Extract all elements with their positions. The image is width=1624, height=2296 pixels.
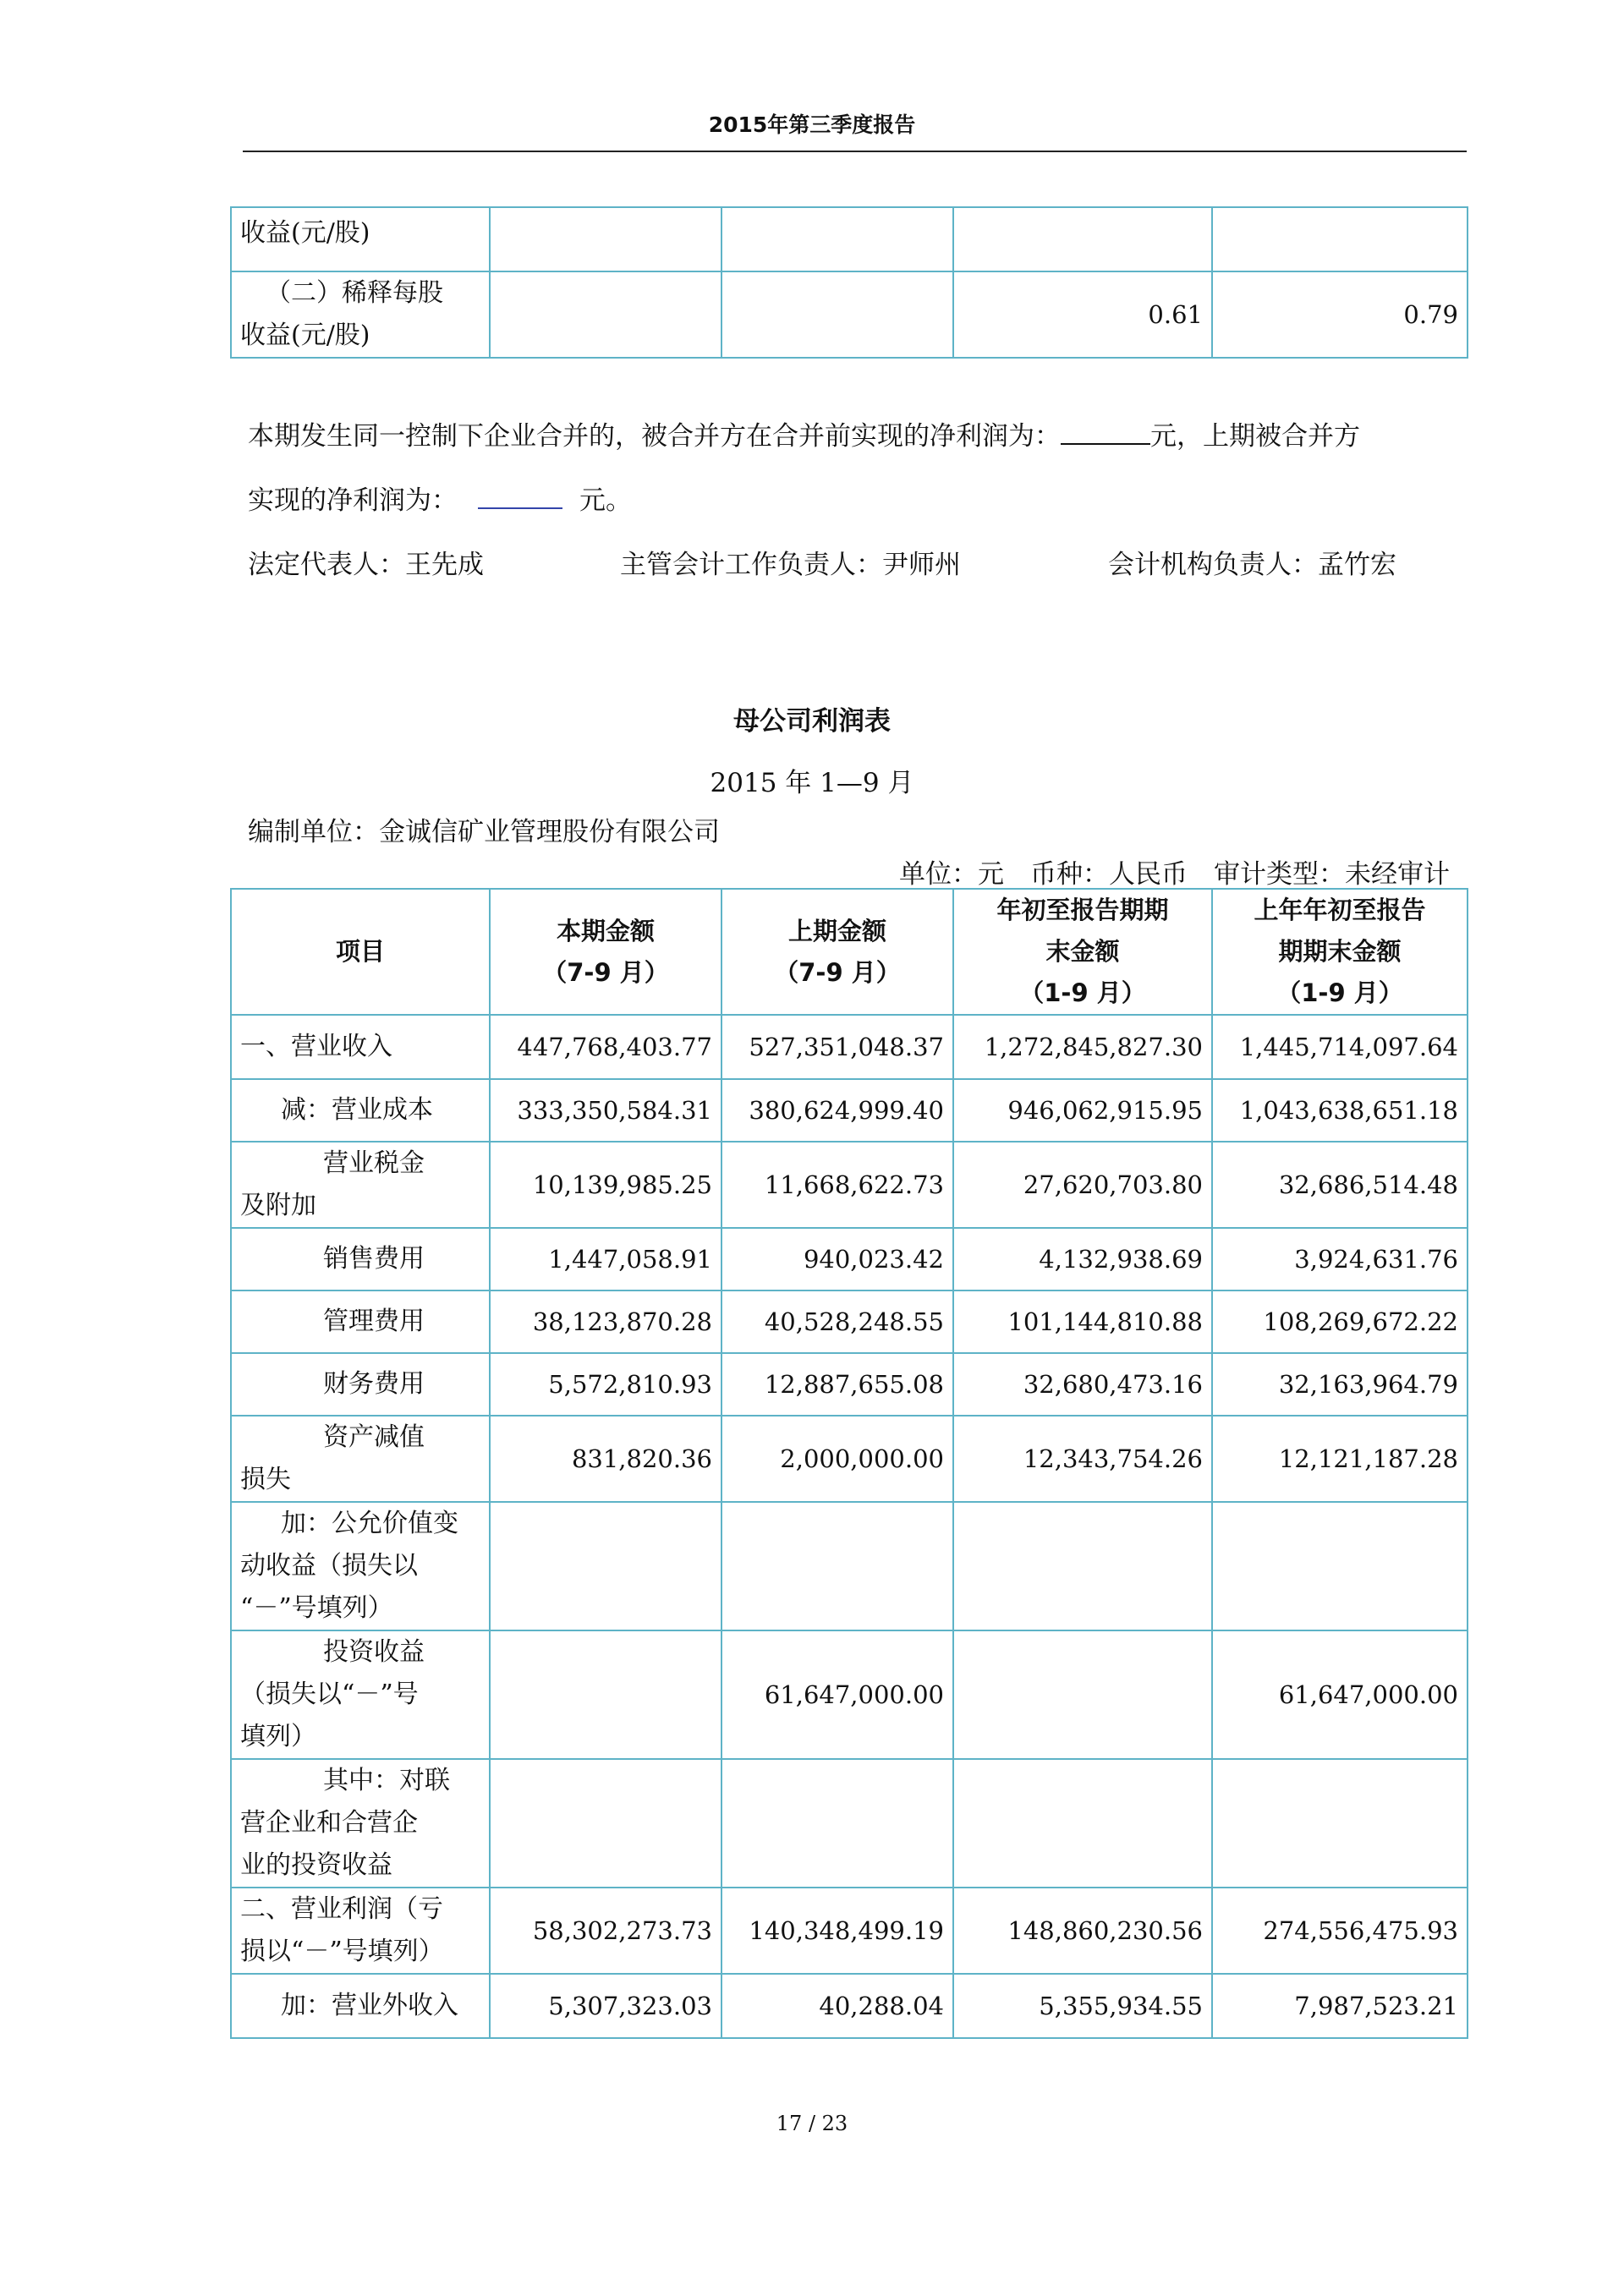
income-statement-table	[230, 888, 1468, 2039]
table-cell: 61,647,000.00	[721, 1630, 953, 1759]
table-cell: 5,572,810.93	[490, 1353, 721, 1416]
row-label: 销售费用	[231, 1228, 490, 1290]
table-cell	[721, 207, 953, 271]
merger-note-line-2	[248, 479, 632, 517]
statement-company: 编制单位：金诚信矿业管理股份有限公司	[248, 817, 720, 847]
table-cell: 11,668,622.73	[721, 1142, 953, 1228]
row-label	[231, 271, 490, 358]
table-cell: 27,620,703.80	[953, 1142, 1212, 1228]
table-cell	[721, 1502, 953, 1630]
table-row	[231, 1888, 1468, 1974]
table-cell	[490, 271, 721, 358]
table-row	[231, 1079, 1468, 1142]
table-cell: 32,686,514.48	[1212, 1142, 1468, 1228]
table-row	[231, 1759, 1468, 1888]
table-cell: 12,887,655.08	[721, 1353, 953, 1416]
table-cell: 1,272,845,827.30	[953, 1015, 1212, 1079]
table-cell: 2,000,000.00	[721, 1416, 953, 1502]
table-cell	[721, 1759, 953, 1888]
row-label: 加：营业外收入	[231, 1974, 490, 2038]
row-label: 营业税金 及附加	[231, 1142, 490, 1228]
table-cell	[1212, 207, 1468, 271]
statement-units: 单位：元 币种：人民币 审计类型：未经审计	[899, 859, 1450, 890]
table-row	[231, 207, 1468, 271]
table-row	[231, 1416, 1468, 1502]
table-cell	[1212, 1502, 1468, 1630]
row-label: 一、营业收入	[231, 1015, 490, 1079]
table-cell: 3,924,631.76	[1212, 1228, 1468, 1290]
table-row	[231, 1015, 1468, 1079]
table-row	[231, 1630, 1468, 1759]
table-cell: 12,343,754.26	[953, 1416, 1212, 1502]
column-header: 本期金额 （7-9 月）	[490, 889, 721, 1015]
merger-note-text: 元，上期被合并方	[1150, 421, 1360, 452]
page-number: 17 / 23	[776, 2112, 848, 2135]
table-cell: 38,123,870.28	[490, 1290, 721, 1353]
table-cell: 0.61	[953, 271, 1212, 358]
signature-accounting-org-head: 会计机构负责人：孟竹宏	[1108, 550, 1396, 580]
table-cell: 0.79	[1212, 271, 1468, 358]
table-cell: 58,302,273.73	[490, 1888, 721, 1974]
table-cell	[953, 207, 1212, 271]
statement-period: 2015 年 1—9 月	[710, 768, 914, 798]
table-cell: 274,556,475.93	[1212, 1888, 1468, 1974]
row-label: 二、营业利润（亏 损以“－”号填列）	[231, 1888, 490, 1974]
table-cell: 148,860,230.56	[953, 1888, 1212, 1974]
table-cell: 5,307,323.03	[490, 1974, 721, 2038]
blank-field	[1061, 419, 1150, 445]
table-cell	[490, 207, 721, 271]
table-cell: 10,139,985.25	[490, 1142, 721, 1228]
header-rule	[243, 151, 1467, 152]
table-cell: 1,445,714,097.64	[1212, 1015, 1468, 1079]
table-cell: 831,820.36	[490, 1416, 721, 1502]
table-row	[231, 1142, 1468, 1228]
table-cell	[721, 271, 953, 358]
table-cell: 1,043,638,651.18	[1212, 1079, 1468, 1142]
table-row	[231, 1228, 1468, 1290]
table-cell: 940,023.42	[721, 1228, 953, 1290]
table-cell	[490, 1759, 721, 1888]
diluted-eps-label: （二）稀释每股收益(元/股)	[240, 278, 443, 350]
eps-continuation-table	[230, 206, 1468, 359]
page-header-title: 2015年第三季度报告	[708, 112, 916, 137]
table-cell	[490, 1502, 721, 1630]
table-header-row	[231, 889, 1468, 1015]
row-label: 投资收益 （损失以“－”号 填列）	[231, 1630, 490, 1759]
table-row	[231, 1290, 1468, 1353]
table-cell: 61,647,000.00	[1212, 1630, 1468, 1759]
table-cell: 7,987,523.21	[1212, 1974, 1468, 2038]
table-cell: 108,269,672.22	[1212, 1290, 1468, 1353]
column-header: 上年年初至报告 期期末金额 （1-9 月）	[1212, 889, 1468, 1015]
table-cell: 12,121,187.28	[1212, 1416, 1468, 1502]
merger-note-text: 本期发生同一控制下企业合并的，被合并方在合并前实现的净利润为：	[248, 421, 1061, 452]
table-cell: 101,144,810.88	[953, 1290, 1212, 1353]
table-cell	[490, 1630, 721, 1759]
statement-title: 母公司利润表	[733, 706, 891, 737]
table-cell: 40,528,248.55	[721, 1290, 953, 1353]
blank-field	[478, 484, 562, 509]
row-label: 收益(元/股)	[231, 207, 490, 271]
column-header: 上期金额 （7-9 月）	[721, 889, 953, 1015]
row-label: 财务费用	[231, 1353, 490, 1416]
row-label: 加：公允价值变 动收益（损失以 “－”号填列）	[231, 1502, 490, 1630]
table-row	[231, 1353, 1468, 1416]
table-cell: 527,351,048.37	[721, 1015, 953, 1079]
table-cell: 447,768,403.77	[490, 1015, 721, 1079]
merger-note-text: 元。	[579, 485, 632, 516]
table-cell: 32,163,964.79	[1212, 1353, 1468, 1416]
table-cell	[953, 1630, 1212, 1759]
merger-note-line-1	[248, 414, 1360, 452]
table-cell: 333,350,584.31	[490, 1079, 721, 1142]
table-cell: 946,062,915.95	[953, 1079, 1212, 1142]
table-cell: 1,447,058.91	[490, 1228, 721, 1290]
row-label: 资产减值 损失	[231, 1416, 490, 1502]
table-cell: 32,680,473.16	[953, 1353, 1212, 1416]
table-row	[231, 1502, 1468, 1630]
table-cell	[953, 1759, 1212, 1888]
table-cell: 380,624,999.40	[721, 1079, 953, 1142]
table-cell	[953, 1502, 1212, 1630]
column-header: 年初至报告期期 末金额 （1-9 月）	[953, 889, 1212, 1015]
merger-note-text: 实现的净利润为：	[248, 485, 458, 516]
table-cell: 4,132,938.69	[953, 1228, 1212, 1290]
column-header: 项目	[231, 889, 490, 1015]
table-cell: 5,355,934.55	[953, 1974, 1212, 2038]
table-row	[231, 271, 1468, 358]
table-cell: 40,288.04	[721, 1974, 953, 2038]
signature-accounting-head: 主管会计工作负责人：尹师州	[620, 550, 961, 580]
table-row	[231, 1974, 1468, 2038]
row-label: 其中：对联 营企业和合营企 业的投资收益	[231, 1759, 490, 1888]
row-label: 管理费用	[231, 1290, 490, 1353]
table-cell: 140,348,499.19	[721, 1888, 953, 1974]
signature-legal-rep: 法定代表人：王先成	[248, 550, 484, 580]
row-label: 减：营业成本	[231, 1079, 490, 1142]
table-cell	[1212, 1759, 1468, 1888]
